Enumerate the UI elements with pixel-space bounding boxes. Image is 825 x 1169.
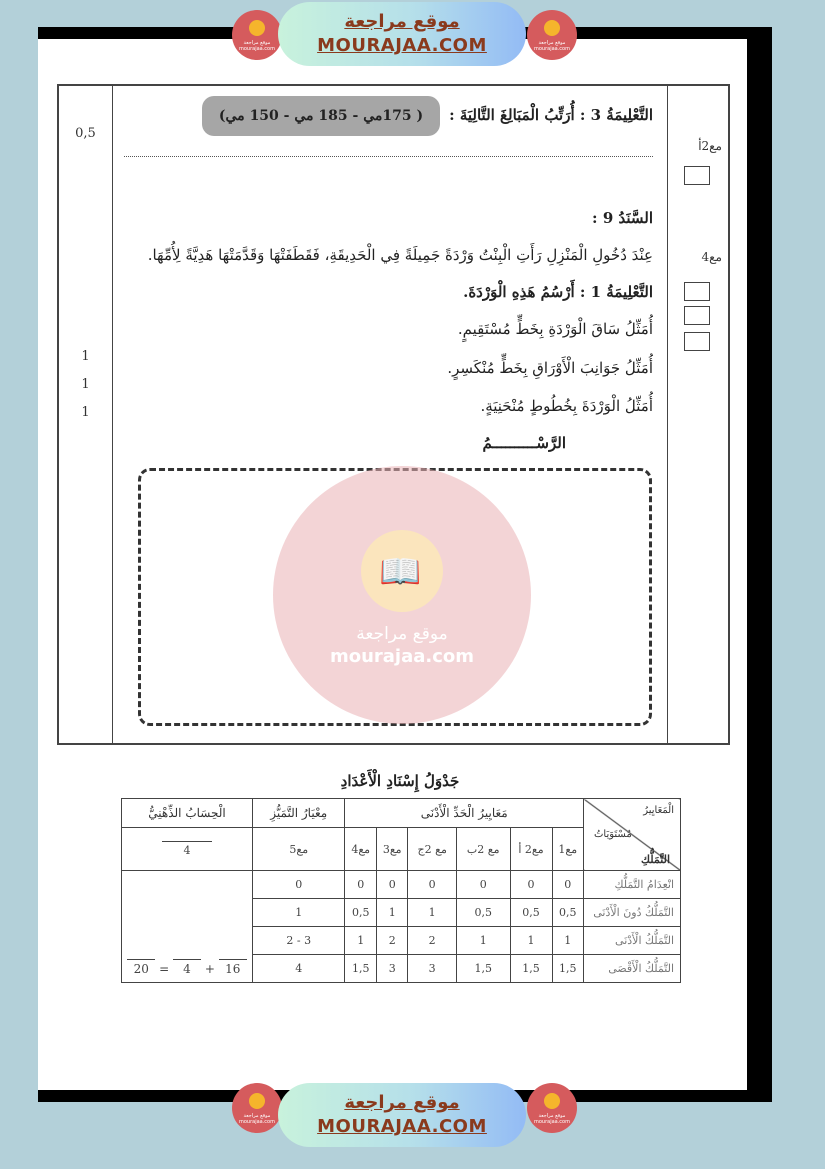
- level-label: التَّمَلُّكُ الْأَقْصَى: [584, 955, 681, 983]
- badge-text: موقع مراجعة mourajaa.com: [238, 40, 275, 52]
- criteria-value: 16: [219, 959, 247, 976]
- criterion-header: مع5: [253, 828, 345, 871]
- cell: 1: [408, 899, 456, 927]
- cell: 0: [552, 871, 584, 899]
- level-label: التَّمَلُّكُ دُونَ الْأَدْنَى: [584, 899, 681, 927]
- cell: 3 - 2: [253, 927, 345, 955]
- open-book-icon: 📖: [379, 552, 422, 592]
- score-step3: 1: [81, 405, 90, 420]
- mental-value: 4: [173, 959, 201, 976]
- site-banner-top[interactable]: [278, 2, 526, 66]
- sanad-label: السَّنَدُ 9 :: [592, 209, 653, 227]
- task1-step: أُمَثِّلُ جَوَانِبَ الْأَوْرَاقِ بِخَطٍّ مُنْكَسِرٍ.: [447, 359, 653, 377]
- cell: 1: [456, 927, 510, 955]
- corner-criteria: الْمَعَايِيرُ: [643, 805, 674, 816]
- cell: 0,5: [552, 899, 584, 927]
- criterion-checkbox[interactable]: [684, 282, 710, 301]
- cell: 1: [345, 927, 377, 955]
- banner-latin: MOURAJAA.COM: [317, 1116, 487, 1137]
- equals-sign: =: [159, 962, 170, 976]
- cell: 1,5: [510, 955, 552, 983]
- cell: 0: [408, 871, 456, 899]
- watermark: [273, 466, 531, 724]
- badge-text: موقع مراجعة mourajaa.com: [533, 1113, 570, 1125]
- group-mental-header: الْحِسَابُ الذِّهْنِيُّ: [122, 799, 253, 828]
- task3-label: التَّعْلِيمَةُ 3 : أُرَتِّبُ الْمَبَالِغَ التَّالِيَةَ :: [449, 106, 653, 124]
- badge-logo-right: [527, 10, 577, 60]
- watermark-arabic: موقع مراجعة: [356, 624, 448, 644]
- task1-step: أُمَثِّلُ الْوَرْدَةَ بِخُطُوطٍ مُنْحَنِيَةٍ.: [480, 397, 653, 415]
- cell: 0,5: [456, 899, 510, 927]
- cell: 1: [510, 927, 552, 955]
- task1-step: أُمَثِّلُ سَاقَ الْوَرْدَةِ بِخَطٍّ مُسْتَقِيمٍ.: [457, 320, 653, 338]
- sanad-text: عِنْدَ دُخُولِ الْمَنْزِلِ رَأَتِ الْبِنْتُ وَرْدَةً جَمِيلَةً فِي الْحَدِيقَةِ، فَقَطَفَتْهَا وَقَدَّمَتْهَا هَدِيَّةً لِأُمِّهَا.: [147, 246, 653, 264]
- cell: 1: [552, 927, 584, 955]
- badge-logo-right: [527, 1083, 577, 1133]
- drawing-label: الرَّسْــــــــــمُ: [482, 434, 566, 452]
- cell: 1,5: [345, 955, 377, 983]
- mental-total: [122, 959, 252, 982]
- criterion-header: مع1: [552, 828, 584, 871]
- task3-values: ( 175مي - 185 مي - 150 مي): [202, 96, 440, 136]
- cell: 1,5: [456, 955, 510, 983]
- criterion-task3: مع2أ: [698, 139, 722, 153]
- badge-text: موقع مراجعة mourajaa.com: [533, 40, 570, 52]
- total-value: 20: [127, 959, 155, 976]
- cell: 0: [345, 871, 377, 899]
- score-step1: 1: [81, 349, 90, 364]
- cell: 1,5: [552, 955, 584, 983]
- criterion-header: مع4: [345, 828, 377, 871]
- cell: 0: [376, 871, 408, 899]
- corner-mastery: التَّمَلُّكِ: [641, 853, 670, 866]
- task1-label: التَّعْلِيمَةُ 1 : أَرْسُمُ هَذِهِ الْوَرْدَةَ.: [463, 283, 653, 301]
- criterion-checkbox[interactable]: [684, 306, 710, 325]
- badge-logo-left: [232, 10, 282, 60]
- banner-latin: MOURAJAA.COM: [317, 35, 487, 56]
- criterion-header: مع2 أ: [510, 828, 552, 871]
- score-step2: 1: [81, 377, 90, 392]
- score-column: [59, 86, 113, 743]
- criterion-checkbox[interactable]: [684, 166, 710, 185]
- book-icon: [544, 20, 560, 36]
- score-task3: 0,5: [75, 126, 96, 141]
- cell: 0: [253, 871, 345, 899]
- corner-levels: مُسْتَوَيَاتُ: [594, 829, 632, 840]
- cell: 2: [408, 927, 456, 955]
- site-banner-bottom[interactable]: [278, 1083, 526, 1147]
- book-icon: [249, 20, 265, 36]
- book-icon: [249, 1093, 265, 1109]
- fraction-denominator: 4: [162, 841, 212, 857]
- banner-arabic: موقع مراجعة: [344, 1092, 460, 1113]
- criterion-header: مع 2ب: [456, 828, 510, 871]
- cell: 4: [253, 955, 345, 983]
- badge-logo-left: [232, 1083, 282, 1133]
- badge-text: موقع مراجعة mourajaa.com: [238, 1113, 275, 1125]
- grading-table: [121, 798, 681, 983]
- cell: 0: [510, 871, 552, 899]
- watermark-book-circle: [361, 530, 443, 612]
- cell: 0,5: [510, 899, 552, 927]
- banner-arabic: موقع مراجعة: [344, 11, 460, 32]
- cell: 0: [456, 871, 510, 899]
- corner-cell: [584, 799, 681, 871]
- group-excellence-header: مِعْيَارُ التَّمَيُّزِ: [253, 799, 345, 828]
- cell: 2: [376, 927, 408, 955]
- mental-total-cell: [122, 871, 253, 983]
- criterion-task1: مع4: [701, 250, 722, 264]
- cell: 0,5: [345, 899, 377, 927]
- cell: 3: [408, 955, 456, 983]
- mental-fraction-header: [122, 828, 253, 871]
- criterion-header: مع3: [376, 828, 408, 871]
- level-label: التَّمَلُّكُ الْأَدْنَى: [584, 927, 681, 955]
- group-min-header: مَعَايِيرُ الْحَدِّ الْأَدْنَى: [345, 799, 584, 828]
- grading-table-title: جَدْوَلُ إِسْنَادِ الْأَعْدَادِ: [340, 772, 460, 790]
- criterion-checkbox[interactable]: [684, 332, 710, 351]
- answer-line[interactable]: [124, 156, 653, 157]
- cell: 1: [376, 899, 408, 927]
- cell: 3: [376, 955, 408, 983]
- book-icon: [544, 1093, 560, 1109]
- watermark-latin: mourajaa.com: [329, 646, 475, 667]
- cell: 1: [253, 899, 345, 927]
- level-label: انْعِدَامُ التَّمَلُّكِ: [584, 871, 681, 899]
- plus-sign: +: [204, 962, 215, 976]
- criteria-column: [667, 86, 728, 743]
- criterion-header: مع 2ج: [408, 828, 456, 871]
